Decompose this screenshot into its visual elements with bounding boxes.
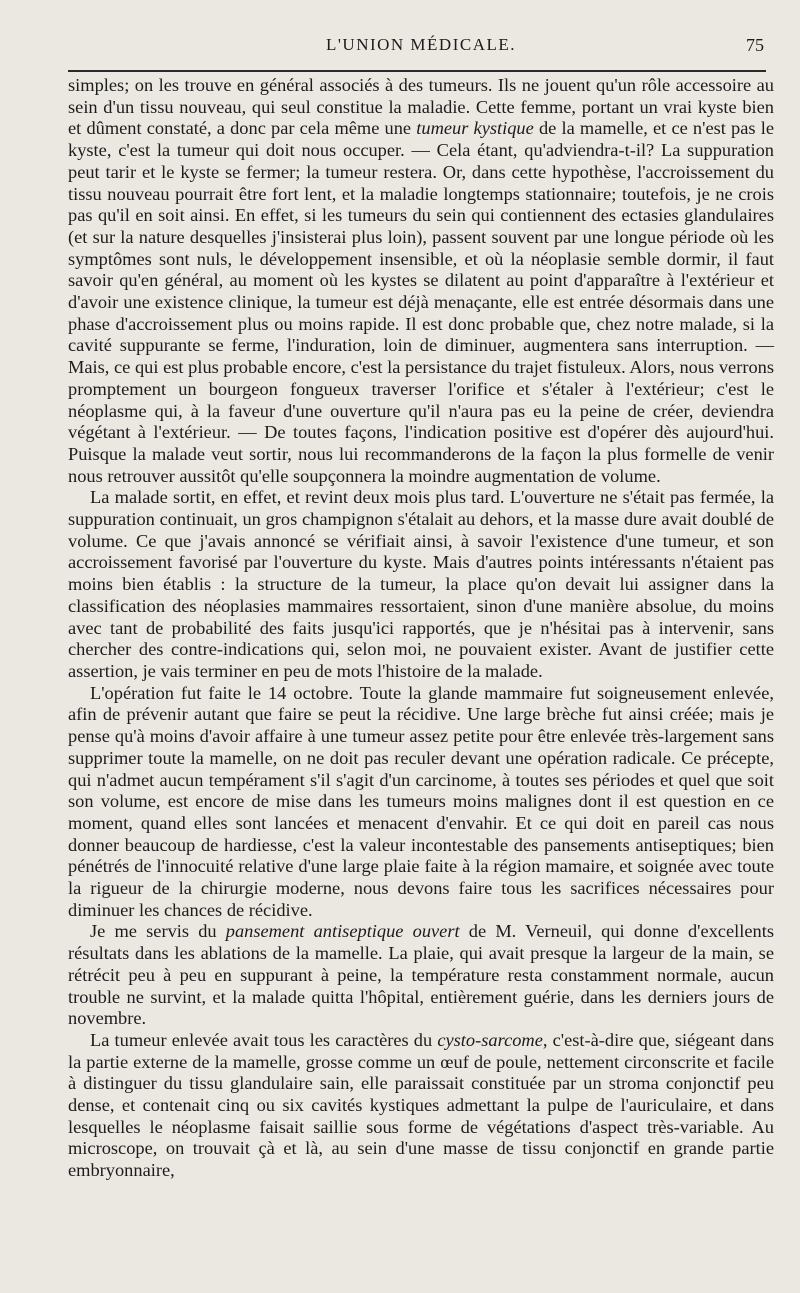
running-title: L'UNION MÉDICALE.	[325, 35, 517, 54]
page-header	[68, 0, 774, 58]
paragraph	[68, 1030, 774, 1182]
italic-term: pansement antiseptique ouvert	[225, 921, 460, 942]
italic-term: tumeur kystique	[416, 118, 534, 139]
page-number: 75	[746, 35, 764, 55]
text-run: La malade sortit, en effet, et revint deux mois plus tard. L'ouverture ne s'était pas fermée, la suppuration continuait, un gros champignon s'étalait au dehors, et la masse dure avait doublé de volume. Ce que j'avais annoncé se vérifiait ainsi, à savoir l'existence d'une tumeur, et son accroissement favorisé par l'ouverture du kyste. Mais d'autres points intéressants n'étaient pas moins bien établis : la structure de la tumeur, la place qu'on devait lui assigner dans la classification des néoplasies mammaires ressortaient, sinon d'une manière absolue, du moins avec tant de probabilité des faits jusqu'ici rapportés, que je n'hésitai pas à intervenir, sans chercher des contre-indications qui, selon moi, ne pouvaient exister. Avant de justifier cette assertion, je vais terminer en peu de mots l'histoire de la malade.	[68, 487, 774, 681]
text-run: , c'est-à-dire que, siégeant dans la partie externe de la mamelle, grosse comme un œuf de poule, nettement circonscrite et facile à distinguer du tissu glandulaire sain, elle paraissait constituée par un stroma conjonctif peu dense, et contenait cinq ou six cavités kystiques admettant la pulpe de l'auriculaire, et dans lesquelles le néoplasme faisait saillie sous forme de végétations d'aspect très-variable. Au microscope, on trouvait çà et là, au sein d'une masse de tissu conjonctif en grande partie embryonnaire,	[68, 1029, 774, 1181]
text-run: La tumeur enlevée avait tous les caractères du	[90, 1029, 438, 1050]
text-run: L'opération fut faite le 14 octobre. Toute la glande mammaire fut soigneusement enlevée, afin de prévenir autant que faire se peut la récidive. Une large brèche fut ainsi créée; mais je pense qu'à moins d'avoir affaire à une tumeur assez petite pour être enlevée très-largement sans supprimer toute la mamelle, on ne doit pas reculer devant une opération radicale. Ce précepte, qui n'admet aucun tempérament s'il s'agit d'un carcinome, à toutes ses périodes et quel que soit son volume, est encore de mise dans les tumeurs moins malignes dont il est question en ce moment, quand elles sont lancées et menacent d'envahir. Et ce qui doit en pareil cas nous donner beaucoup de hardiesse, c'est la valeur incontestable des pansements antiseptiques; bien pénétrés de l'innocuité relative d'une large plaie faite à la région mamaire, et soignée avec toute la rigueur de la chirurgie moderne, nous devons faire tous les sacrifices nécessaires pour diminuer les chances de récidive.	[68, 682, 774, 920]
paragraph	[68, 683, 774, 922]
header-rule	[68, 70, 766, 72]
paragraph	[68, 487, 774, 682]
text-run: de M. Verneuil, qui donne d'excellents résultats dans les ablations de la mamelle. La plaie, qui avait presque la largeur de la main, se rétrécit peu à peu en suppurant à peine, la température resta constamment normale, aucun trouble ne survint, et la malade quitta l'hôpital, entièrement guérie, dans les derniers jours de novembre.	[68, 921, 774, 1029]
paragraph	[68, 921, 774, 1030]
text-run: simples; on les trouve en général associés à des tumeurs. Ils ne jouent qu'un rôle accessoire au sein d'un tissu nouveau, qui seul constitue la maladie. Cette femme, portant un vrai kyste bien et dûment constaté, a donc par cela même une	[68, 75, 774, 139]
italic-term: cysto-sarcome	[437, 1029, 543, 1050]
text-run: Je me servis du	[90, 921, 226, 942]
body-text	[68, 75, 774, 1182]
text-run: de la mamelle, et ce n'est pas le kyste, c'est la tumeur qui doit nous occuper. — Cela étant, qu'adviendra-t-il? La suppuration peut tarir et le kyste se fermer; la tumeur restera. Or, dans cette hypothèse, l'accroissement du tissu nouveau pourrait être fort lent, et la maladie longtemps stationnaire; toutefois, je ne crois pas qu'il en soit ainsi. En effet, si les tumeurs du sein qui contiennent des ectasies glandulaires (et sur la nature desquelles j'insisterai plus loin), passent souvent par une longue période où les symptômes sont nuls, le développement insensible, et où la néoplasie semble dormir, il faut savoir qu'en général, au moment où les kystes se dilatent au point d'apparaître à l'extérieur et d'avoir une existence clinique, la tumeur est déjà menaçante, elle est entrée désormais dans une phase d'accroissement plus ou moins rapide. Il est donc probable que, chez notre malade, si la cavité suppurante se ferme, l'induration, loin de diminuer, augmentera sans interruption. — Mais, ce qui est plus probable encore, c'est la persistance du trajet fistuleux. Alors, nous verrons promptement un bourgeon fongueux traverser l'orifice et s'étaler à l'extérieur; c'est le néoplasme qui, à la faveur d'une ouverture qu'il n'aura pas eu la peine de créer, deviendra végétant à l'extérieur. — De toutes façons, l'indication positive est d'opérer dès aujourd'hui. Puisque la malade veut sortir, nous lui recommanderons de la façon la plus formelle de venir nous retrouver aussitôt qu'elle soupçonnera la moindre augmentation de volume.	[68, 118, 774, 486]
paragraph	[68, 75, 774, 487]
